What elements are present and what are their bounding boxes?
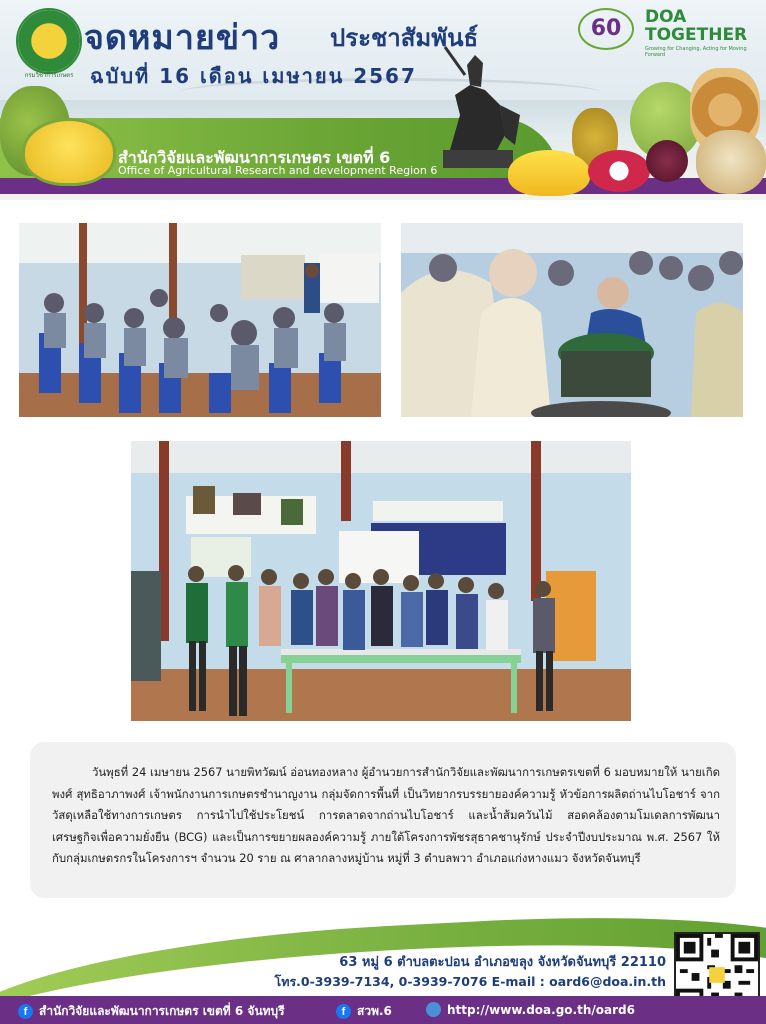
equestrian-statue-illustration (425, 45, 530, 170)
mangosteen-illustration (646, 140, 688, 182)
footer-social-bar (0, 996, 766, 1024)
facebook-short-name: สวพ.6 (357, 1004, 392, 1018)
issue-label: ฉบับที่ 16 เดือน เมษายน 2567 (90, 64, 417, 88)
coconut-illustration (696, 130, 766, 194)
facebook-short-link[interactable] (336, 1002, 392, 1021)
doa-together-tagline: Growing for Changing, Acting for Moving Forward (645, 46, 747, 58)
lecture-scene (19, 223, 381, 417)
photo-lecture-audience (19, 223, 381, 417)
website-link[interactable] (426, 1002, 635, 1017)
newsletter-subtitle: ประชาสัมพันธ์ (330, 24, 479, 52)
facebook-icon: f (336, 1004, 351, 1019)
doa-together-logo: DOA TOGETHER (645, 7, 748, 45)
header-purple-band (0, 178, 766, 194)
office-contact: โทร.0-3939-7134, 0-3939-7076 E-mail : oard6@doa.in.th (274, 974, 666, 989)
facebook-page-name: สำนักวิจัยและพัฒนาการเกษตร เขตที่ 6 จันทบุรี (39, 1004, 285, 1018)
logo-caption: กรมวิชาการเกษตร (24, 72, 74, 79)
facebook-icon: f (18, 1004, 33, 1019)
photo-biochar-demonstration (401, 223, 743, 417)
website-url: http://www.doa.go.th/oard6 (447, 1002, 635, 1017)
newsletter-header (0, 0, 766, 200)
rambutan-illustration (588, 150, 650, 192)
anniversary-60-logo: 60 (578, 8, 634, 50)
demonstration-scene (401, 223, 743, 417)
photo-group-participants (131, 441, 631, 721)
newsletter-title: จดหมายข่าว (84, 18, 281, 58)
office-name-english: Office of Agricultural Research and development Region 6 (118, 164, 438, 177)
durian-flesh-illustration (22, 118, 116, 186)
office-address: 63 หมู่ 6 ตำบลตะปอน อำเภอขลุง จังหวัดจันทบุรี 22110 (339, 955, 666, 970)
globe-icon (426, 1002, 441, 1017)
doa-logo (16, 8, 82, 74)
group-photo-scene (131, 441, 631, 721)
bananas-illustration (508, 150, 590, 196)
office-name-thai: สำนักวิจัยและพัฒนาการเกษตร เขตที่ 6 (118, 148, 391, 167)
facebook-page-link[interactable] (18, 1002, 285, 1021)
news-body-paragraph: วันพุธที่ 24 เมษายน 2567 นายพิทวัฒน์ อ่อนทองหลาง ผู้อำนวยการสำนักวิจัยและพัฒนาการเกษตรเขตที่ 6 มอบหมายให้ นายเกิดพงศ์ สุทธิอาภาพงศ์ เจ้าพนักงานการเกษตรชำนาญงาน กลุ่มจัดการพื้นที่ เป็นวิทยากรบรรยายองค์ความรู้ หัวข้อการผลิตถ่านไบโอชาร์ จากวัสดุเหลือใช้ทางการเกษตร การนำไปใช้ประโยชน์ การตลาดจากถ่านไบโอชาร์ และน้ำส้มควันไม้ สอดคล้องตามโมเดลการพัฒนาเศรษฐกิจเพื่อความยั่งยืน (BCG) และเป็นการขยายผลองค์ความรู้ ภายใต้โครงการพัชรสุธาคชานุรักษ์ ประจำปีงบประมาณ พ.ศ. 2567 ให้กับกลุ่มเกษตรกรในโครงการฯ จำนวน 20 ราย ณ ศาลากลางหมู่บ้าน หมู่ที่ 3 ตำบลพวา อำเภอแก่งหางแมว จังหวัดจันทบุรี (52, 765, 720, 865)
